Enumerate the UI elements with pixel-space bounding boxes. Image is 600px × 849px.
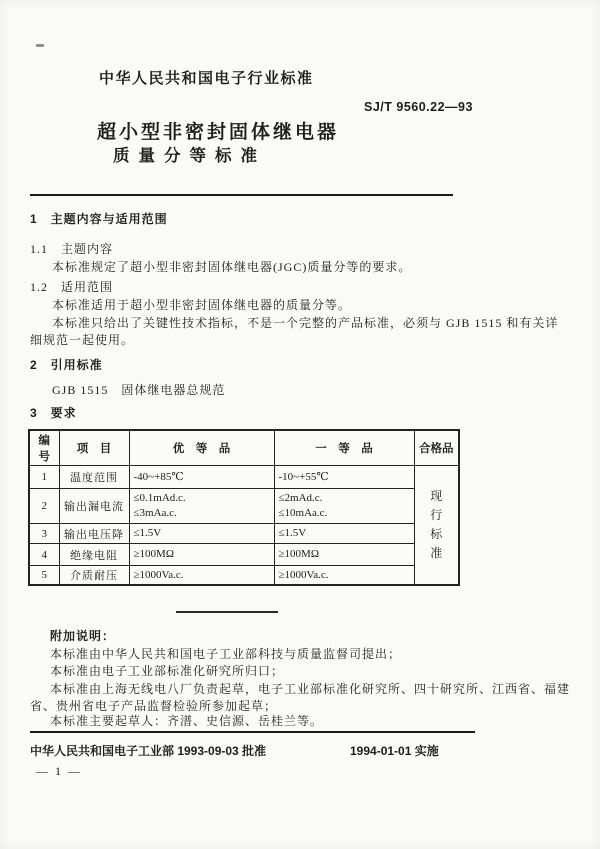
cell-item: 输出漏电流	[59, 489, 129, 524]
col-header-item: 项 目	[59, 430, 129, 466]
additional-notes-heading: 附加说明：	[50, 629, 116, 643]
requirements-table	[28, 429, 460, 586]
standard-org-header: 中华人民共和国电子行业标准	[99, 70, 314, 87]
table-row	[29, 466, 459, 489]
cell-qualified-note	[414, 466, 459, 586]
cell-first-value: ≥1000Va.c.	[274, 566, 414, 586]
col-header-qualified-grade: 合格品	[414, 430, 459, 466]
scan-speck	[36, 44, 44, 47]
col-header-no: 编号	[29, 430, 59, 466]
cell-premium-value: ≥1000Va.c.	[129, 566, 274, 586]
section-1-1-body: 本标准规定了超小型非密封固体继电器(JGC)质量分等的要求。	[52, 260, 412, 274]
section-2-heading: 2 引用标准	[30, 358, 103, 372]
col-header-first-grade: 一 等 品	[274, 430, 414, 466]
table-row	[29, 566, 459, 586]
notes-line-drafted-by-2: 省、贵州省电子产品监督检验所参加起草；	[30, 699, 278, 713]
section-2-body: GJB 1515 固体继电器总规范	[52, 383, 226, 397]
section-1-2-line2: 本标准只给出了关键性技术指标，不是一个完整的产品标准，必须与 GJB 1515 和有关详	[52, 316, 559, 330]
cell-first-value: ≥100MΩ	[274, 544, 414, 566]
table-row	[29, 544, 459, 566]
cell-item: 介质耐压	[59, 566, 129, 586]
table-row	[29, 524, 459, 544]
premium-line1: ≤0.1mAd.c.	[133, 492, 186, 504]
cell-premium-value: -40~+85℃	[129, 466, 274, 489]
section-1-heading: 1 主题内容与适用范围	[30, 212, 168, 226]
cell-no: 3	[29, 524, 59, 544]
table-header-row	[29, 430, 459, 466]
title-divider-rule	[30, 194, 453, 196]
cell-no: 5	[29, 566, 59, 586]
section-end-rule	[176, 611, 278, 613]
standard-number: SJ/T 9560.22—93	[364, 100, 473, 114]
first-line1: ≤2mAd.c.	[278, 492, 323, 504]
implementation-date: 1994-01-01 实施	[350, 744, 439, 758]
cell-first-value	[274, 489, 414, 524]
document-title-line2: 质量分等标准	[113, 147, 266, 165]
approval-statement: 中华人民共和国电子工业部 1993-09-03 批准	[30, 744, 267, 758]
section-1-2-line3: 细规范一起使用。	[30, 333, 135, 347]
section-1-2-line1: 本标准适用于超小型非密封固体继电器的质量分等。	[52, 298, 352, 312]
notes-line-centralized-by: 本标准由电子工业部标准化研究所归口；	[50, 664, 285, 678]
cell-first-value: ≤1.5V	[274, 524, 414, 544]
cell-no: 2	[29, 489, 59, 524]
cell-premium-value	[129, 489, 274, 524]
first-line2: ≤10mAa.c.	[278, 507, 328, 519]
cell-no: 4	[29, 544, 59, 566]
notes-line-drafters: 本标准主要起草人：齐潽、史信源、岳桂兰等。	[50, 714, 324, 728]
cell-item: 输出电压降	[59, 524, 129, 544]
notes-line-proposed-by: 本标准由中华人民共和国电子工业部科技与质量监督司提出；	[50, 647, 402, 661]
premium-line2: ≤3mAa.c.	[133, 507, 177, 519]
cell-item: 绝缘电阻	[59, 544, 129, 566]
cell-first-value: -10~+55℃	[274, 466, 414, 489]
table-row	[29, 489, 459, 524]
page-number: — 1 —	[36, 764, 82, 778]
cell-item: 温度范围	[59, 466, 129, 489]
col-header-premium-grade: 优 等 品	[129, 430, 274, 466]
section-1-1-heading: 1.1 主题内容	[30, 242, 114, 256]
document-title-line1: 超小型非密封固体继电器	[97, 122, 340, 143]
footer-rule	[30, 731, 475, 733]
section-1-2-heading: 1.2 适用范围	[30, 280, 114, 294]
section-3-heading: 3 要求	[30, 406, 77, 420]
cell-premium-value: ≥100MΩ	[129, 544, 274, 566]
notes-line-drafted-by-1: 本标准由上海无线电八厂负责起草，电子工业部标准化研究所、四十研究所、江西省、福建	[50, 682, 571, 696]
cell-premium-value: ≤1.5V	[129, 524, 274, 544]
cell-no: 1	[29, 466, 59, 489]
qualified-vertical-text: 现行标准	[430, 489, 443, 560]
